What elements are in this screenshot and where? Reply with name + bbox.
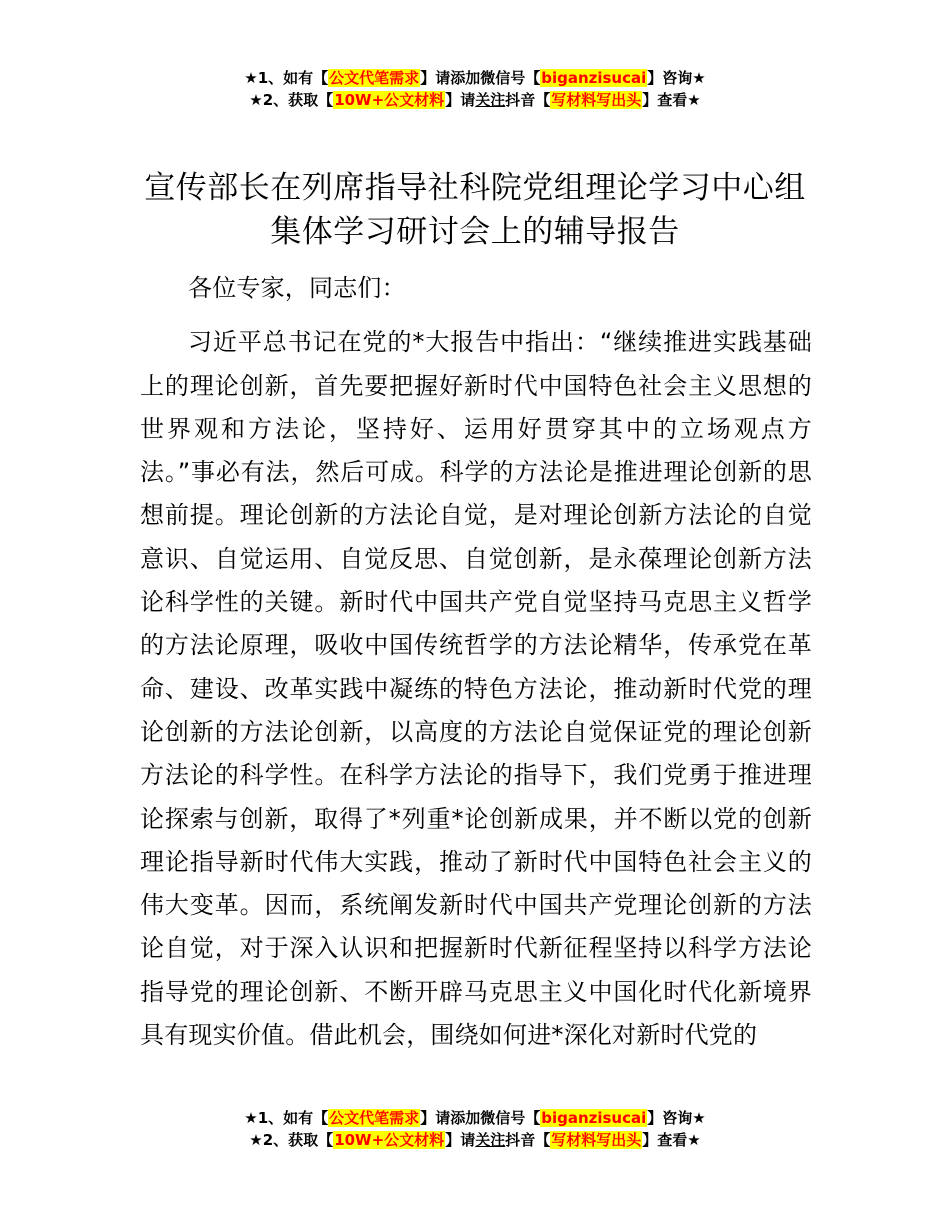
banner-text: 】请添加微信号【 [420, 1109, 541, 1127]
banner-text: 】请 [445, 1131, 476, 1149]
banner-line-1 [0, 1107, 950, 1129]
highlight-wechat-id: biganzisucai [541, 1109, 647, 1127]
highlight-materials: 10W+公文材料 [334, 1131, 445, 1149]
highlight-douyin-account: 写材料写出头 [551, 91, 642, 109]
highlight-douyin-account: 写材料写出头 [551, 1131, 642, 1149]
highlight-ghostwriting: 公文代笔需求 [329, 69, 420, 87]
header-banner [0, 67, 950, 111]
body-paragraph: 习近平总书记在党的*大报告中指出：“继续推进实践基础上的理论创新，首先要把握好新时代中国特色社会主义思想的世界观和方法论，坚持好、运用好贯穿其中的立场观点方法。”事必有法，然后可成。科学的方法论是推进理论创新的思想前提。理论创新的方法论自觉，是对理论创新方法论的自觉意识、自觉运用、自觉反思、自觉创新，是永葆理论创新方法论科学性的关键。新时代中国共产党自觉坚持马克思主义哲学的方法论原理，吸收中国传统哲学的方法论精华，传承党在革命、建设、改革实践中凝练的特色方法论，推动新时代党的理论创新的方法论创新，以高度的方法论自觉保证党的理论创新方法论的科学性。在科学方法论的指导下，我们党勇于推进理论探索与创新，取得了*列重*论创新成果，并不断以党的创新理论指导新时代伟大实践，推动了新时代中国特色社会主义的伟大变革。因而，系统阐发新时代中国共产党理论创新的方法论自觉，对于深入认识和把握新时代新征程坚持以科学方法论指导党的理论创新、不断开辟马克思主义中国化时代化新境界具有现实价值。借此机会，围绕如何进*深化对新时代党的 [140, 328, 812, 1050]
banner-text: ★2、获取【 [249, 1131, 334, 1149]
banner-line-1 [0, 67, 950, 89]
highlight-ghostwriting: 公文代笔需求 [329, 1109, 420, 1127]
banner-text: 】查看★ [642, 91, 701, 109]
banner-underlined-text: 关注 [475, 1131, 506, 1149]
banner-text: 】咨询★ [647, 1109, 706, 1127]
banner-underlined-text: 关注 [475, 91, 506, 109]
banner-line-2 [0, 89, 950, 111]
banner-text: 】查看★ [642, 1131, 701, 1149]
highlight-materials: 10W+公文材料 [334, 91, 445, 109]
footer-banner [0, 1107, 950, 1151]
banner-text: 】咨询★ [647, 69, 706, 87]
document-title: 宣传部长在列席指导社科院党组理论学习中心组集体学习研讨会上的辅导报告 [144, 170, 806, 250]
banner-text: ★2、获取【 [249, 91, 334, 109]
salutation: 各位专家，同志们： [188, 274, 406, 302]
banner-text: ★1、如有【 [244, 1109, 329, 1127]
banner-text: 】请添加微信号【 [420, 69, 541, 87]
banner-text: ★1、如有【 [244, 69, 329, 87]
document-body [140, 267, 812, 1057]
banner-text: 抖音【 [505, 91, 551, 109]
banner-text: 】请 [445, 91, 476, 109]
banner-line-2 [0, 1129, 950, 1151]
banner-text: 抖音【 [505, 1131, 551, 1149]
highlight-wechat-id: biganzisucai [541, 69, 647, 87]
